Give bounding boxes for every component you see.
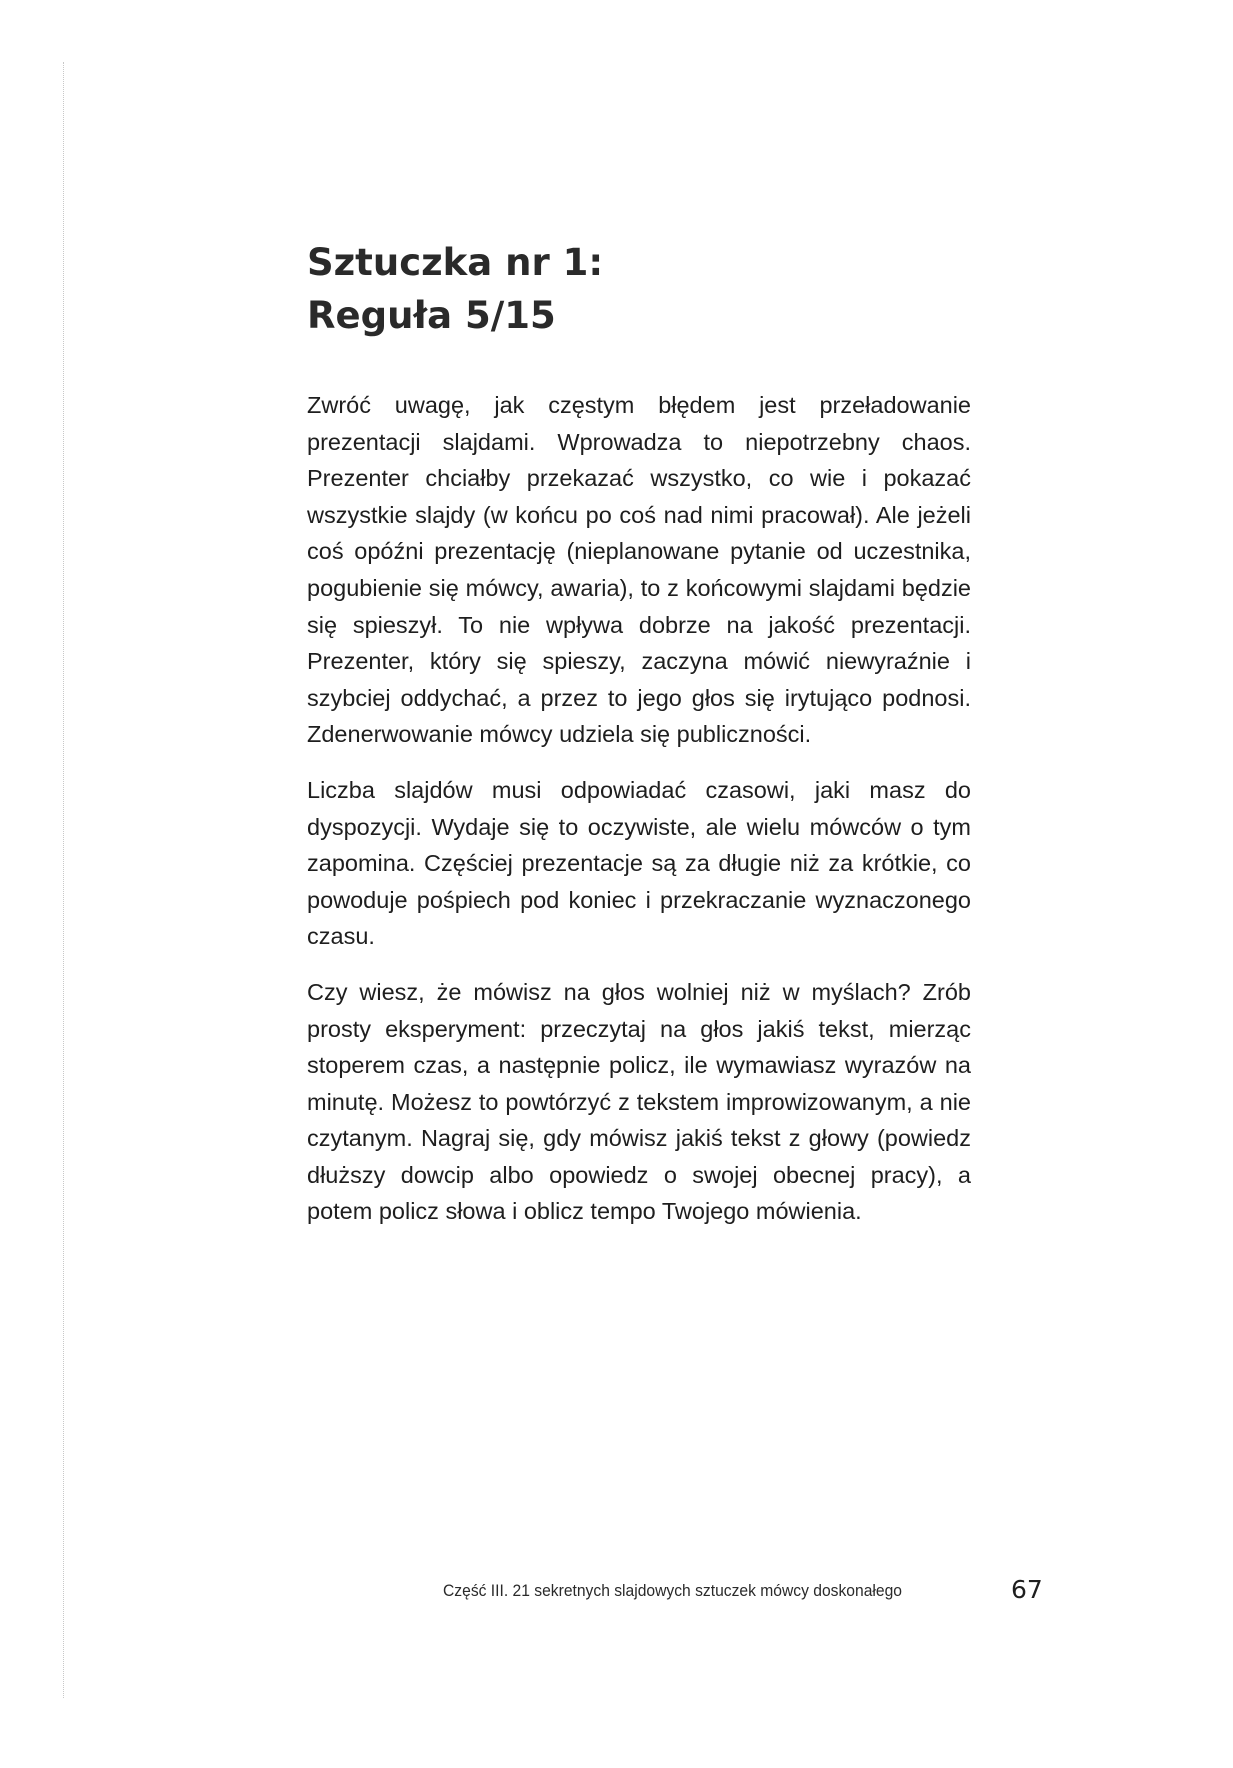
paragraph-2: Liczba slajdów musi odpowiadać czasowi, jaki masz do dyspozycji. Wydaje się to oczywiste, ale wielu mówców o tym zapomina. Częściej prezentacje są za długie niż za krótkie, co powoduje pośpiech pod koniec i przekraczanie wyznaczonego czasu. xyxy=(307,776,971,950)
paragraph-1: Zwróć uwagę, jak częstym błędem jest przeładowanie prezentacji slajdami. Wprowadza to niepotrzebny chaos. Prezenter chciałby przekazać wszystko, co wie i pokazać wszystkie slajdy (w końcu po coś nad nimi pracował). Ale jeżeli coś opóźni prezentację (nieplanowane pytanie od uczestnika, pogubienie się mówcy, awaria), to z końcowymi slajdami będzie się spieszył. To nie wpływa dobrze na jakość prezentacji. Prezenter, który się spieszy, zaczyna mówić niewyraźnie i szybciej oddychać, a przez to jego głos się irytująco podnosi. Zdenerwowanie mówcy udziela się publiczności. xyxy=(307,392,971,748)
section-heading xyxy=(307,236,603,342)
paragraph-3: Czy wiesz, że mówisz na głos wolniej niż w myślach? Zrób prosty eksperyment: przeczytaj na głos jakiś tekst, mierząc stoperem czas, a następnie policz, ile wymawiasz wyrazów na minutę. Możesz to powtórzyć z tekstem improwizowanym, a nie czytanym. Nagraj się, gdy mówisz jakiś tekst z głowy (powiedz dłuższy dowcip albo opowiedz o swojej obecnej pracy), a potem policz słowa i oblicz tempo Twojego mówienia. xyxy=(307,978,971,1225)
running-title: Część III. 21 sekretnych slajdowych sztuczek mówcy doskonałego xyxy=(443,1581,902,1600)
page-number: 67 xyxy=(1011,1575,1043,1604)
page-footer xyxy=(443,1575,1053,1611)
body-text xyxy=(307,387,971,1249)
page-edge-line xyxy=(63,62,64,1698)
heading-line-2: Reguła 5/15 xyxy=(307,294,556,337)
heading-line-1: Sztuczka nr 1: xyxy=(307,241,604,284)
